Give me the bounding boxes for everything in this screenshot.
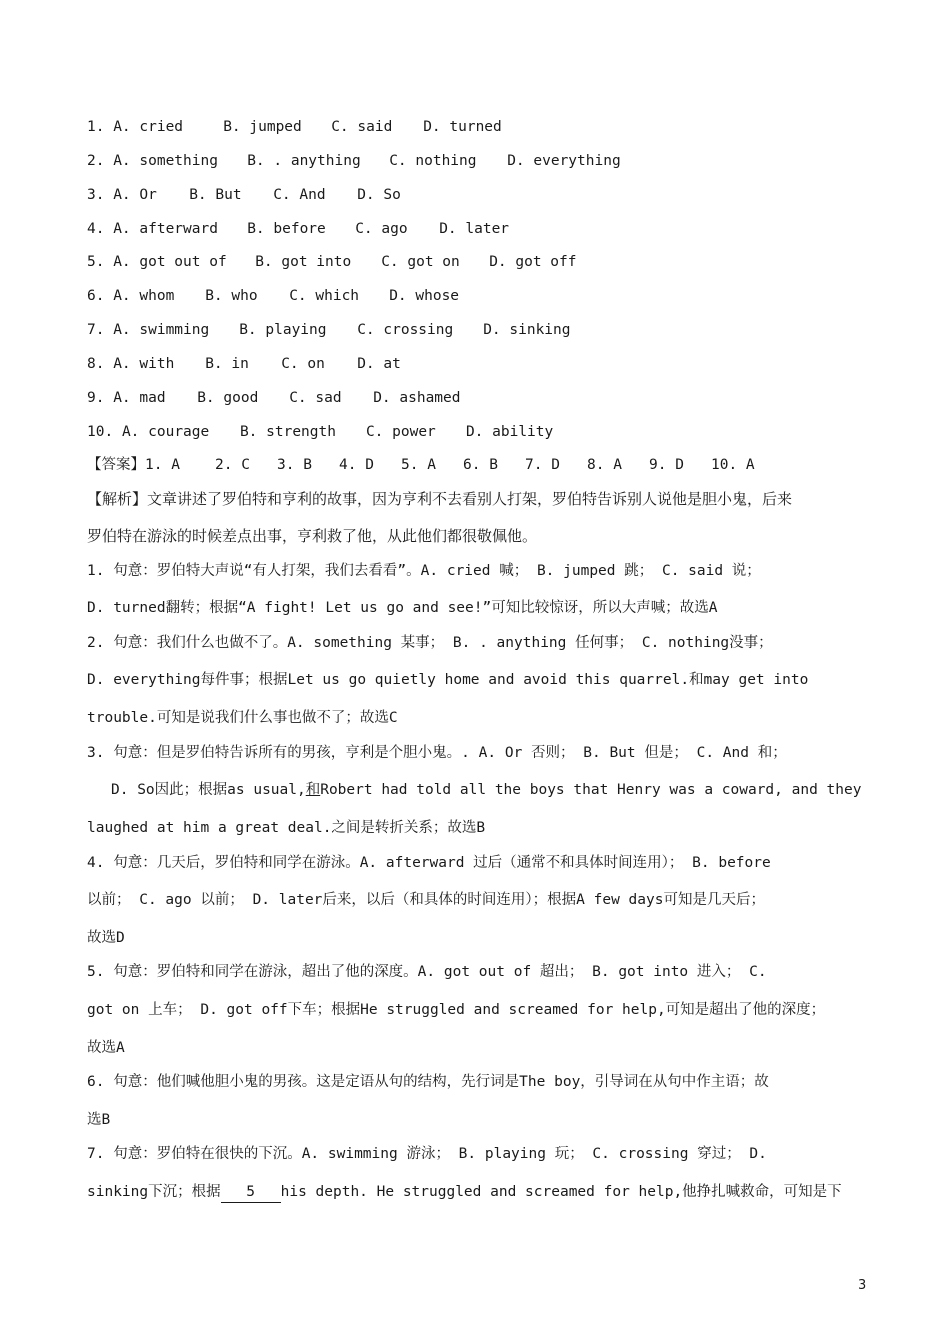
analysis-q4: 以前； C. ago 以前； D. later后来，以后（和具体的时间连用）；根据A few days可知是几天后； (87, 892, 765, 908)
analysis-q5: 5. 句意：罗伯特和同学在游泳，超出了他的深度。A. got out of 超出； B. got into 进入； C. (87, 964, 767, 980)
analysis-intro: 【解析】文章讲述了罗伯特和亨利的故事，因为亨利不去看别人打架，罗伯特告诉别人说他是胆小鬼，后来 (87, 490, 793, 508)
analysis-q7: sinking下沉；根据 5 his depth. He struggled and screamed for help,他挣扎喊救命，可知是下 (87, 1182, 842, 1203)
question-4: 4. A. afterward B. before C. ago D. later (87, 221, 510, 237)
question-5: 5. A. got out of B. got into C. got on D. got off (87, 254, 577, 270)
analysis-q6: 选B (87, 1112, 111, 1128)
analysis-q4: 4. 句意：几天后，罗伯特和同学在游泳。A. afterward 过后（通常不和具体时间连用）； B. before (87, 855, 771, 871)
analysis-q1: D. turned翻转；根据“A fight! Let us go and see!”可知比较惊讶，所以大声喊；故选A (87, 600, 718, 616)
analysis-q5: got on 上车； D. got off下车；根据He struggled and screamed for help,可知是超出了他的深度； (87, 1002, 826, 1018)
analysis-q2: 2. 句意：我们什么也做不了。A. something 某事； B. . anything 任何事； C. nothing没事； (87, 635, 773, 651)
fill-blank: 5 (221, 1182, 281, 1203)
analysis-q3: laughed at him a great deal.之间是转折关系；故选B (87, 820, 486, 836)
question-10: 10. A. courage B. strength C. power D. ability (87, 424, 554, 440)
analysis-q4: 故选D (87, 930, 125, 946)
analysis-q3: 3. 句意：但是罗伯特告诉所有的男孩，亨利是个胆小鬼。. A. Or 否则； B. But 但是； C. And 和； (87, 745, 787, 761)
analysis-q5: 故选A (87, 1040, 125, 1056)
question-8: 8. A. with B. in C. on D. at (87, 356, 401, 372)
page-number: 3 (858, 1278, 867, 1293)
analysis-q3: D. So因此；根据as usual,和Robert had told all the boys that Henry was a coward, and they (111, 782, 862, 798)
analysis-q2: D. everything每件事；根据Let us go quietly home and avoid this quarrel.和may get into (87, 672, 809, 688)
question-6: 6. A. whom B. who C. which D. whose (87, 288, 460, 304)
question-1: 1. A. cried B. jumped C. said D. turned (87, 119, 502, 135)
answer-key: 【答案】1. A 2. C 3. B 4. D 5. A 6. B 7. D 8. A 9. D 10. A (87, 457, 755, 473)
analysis-q7: 7. 句意：罗伯特在很快的下沉。A. swimming 游泳； B. playing 玩； C. crossing 穿过； D. (87, 1146, 767, 1162)
analysis-q2: trouble.可知是说我们什么事也做不了；故选C (87, 710, 398, 726)
question-3: 3. A. Or B. But C. And D. So (87, 187, 401, 203)
analysis-intro: 罗伯特在游泳的时候差点出事，亨利救了他，从此他们都很敬佩他。 (87, 527, 538, 545)
question-9: 9. A. mad B. good C. sad D. ashamed (87, 390, 461, 406)
analysis-q6: 6. 句意：他们喊他胆小鬼的男孩。这是定语从句的结构，先行词是The boy，引导词在从句中作主语；故 (87, 1074, 769, 1090)
analysis-q1: 1. 句意：罗伯特大声说“有人打架，我们去看看”。A. cried 喊； B. jumped 跳； C. said 说； (87, 563, 761, 579)
question-2: 2. A. something B. . anything C. nothing D. everything (87, 153, 621, 169)
question-7: 7. A. swimming B. playing C. crossing D. sinking (87, 322, 571, 338)
